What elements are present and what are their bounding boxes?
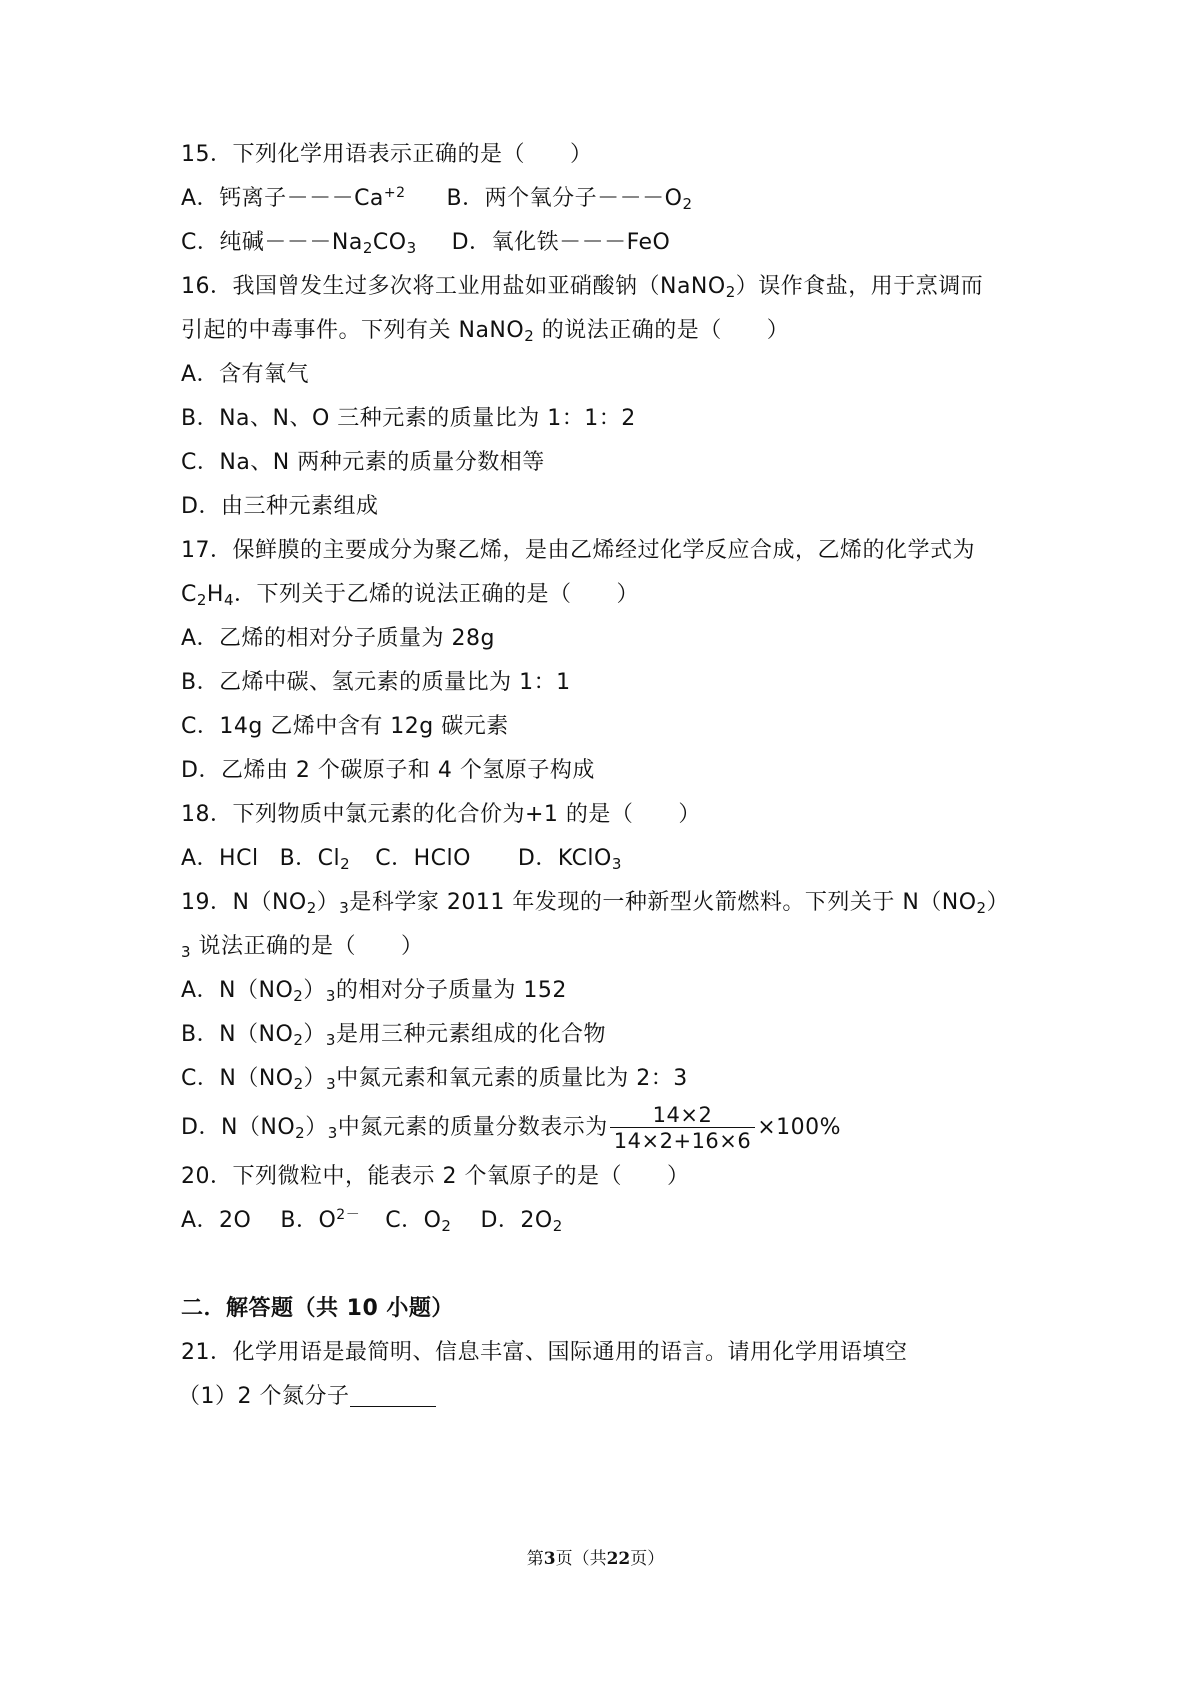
q15-option-d: D．氧化铁－－－FeO	[451, 230, 671, 255]
q20-options	[181, 1206, 563, 1236]
q20-option-b: B．$O^{2-}$	[280, 1207, 361, 1233]
section-heading: 二．解答题（共 10 小题）	[181, 1296, 454, 1321]
q18-option-c: C．HClO	[375, 846, 471, 871]
q15-option-a: A．钙离子$---Ca^{+2}$	[181, 185, 406, 211]
q19-stem-line2: $_3$ 说法正确的是（ ）	[181, 934, 424, 961]
q16-stem-line1: 16．我国曾发生过多次将工业用盐如亚硝酸钠（NaNO$_2$）误作食盐，用于烹调而	[181, 274, 984, 301]
q17-option-d: D．乙烯由 2 个碳原子和 4 个氢原子构成	[181, 758, 595, 783]
q17-option-b: B．乙烯中碳、氢元素的质量比为 1：1	[181, 670, 571, 695]
q20-option-a: A．2O	[181, 1208, 252, 1233]
answer-blank[interactable]	[350, 1384, 436, 1407]
q19-option-b: B．$N(NO_2)_3$是用三种元素组成的化合物	[181, 1022, 606, 1049]
q17-stem-line2: $C_2H_4$．下列关于乙烯的说法正确的是（ ）	[181, 582, 640, 609]
q16-stem-line2: 引起的中毒事件。下列有关 NaNO$_2$ 的说法正确的是（ ）	[181, 318, 790, 345]
q18-option-a: A．HCl	[181, 846, 259, 871]
q16-option-c: C．Na、N 两种元素的质量分数相等	[181, 450, 545, 475]
q15-stem: 15．下列化学用语表示正确的是（ ）	[181, 142, 593, 167]
q18-stem: 18．下列物质中氯元素的化合价为+1 的是（ ）	[181, 802, 701, 827]
q15-options-cd	[181, 228, 670, 258]
q15-option-c: C．纯碱$---Na_2CO_3$	[181, 230, 417, 257]
q17-stem-line1: 17．保鲜膜的主要成分为聚乙烯，是由乙烯经过化学反应合成，乙烯的化学式为	[181, 538, 975, 563]
q19-option-d: D．$N(NO_2)_3$中氮元素的质量分数表示为 $\frac{14\times 2}{14\times 2+16\times 6}$ ×100%	[181, 1102, 842, 1153]
q21-stem: 21．化学用语是最简明、信息丰富、国际通用的语言。请用化学用语填空	[181, 1340, 908, 1365]
q19-option-c: C．$N(NO_2)_3$中氮元素和氧元素的质量比为 2：3	[181, 1066, 688, 1093]
q17-option-a: A．乙烯的相对分子质量为 28g	[181, 626, 496, 651]
q20-stem: 20．下列微粒中，能表示 2 个氧原子的是（ ）	[181, 1164, 690, 1189]
mass-fraction	[610, 1103, 755, 1154]
q16-option-b: B．Na、N、O 三种元素的质量比为 1：1：2	[181, 406, 636, 431]
q19-stem-line1: 19．$N(NO_2)_3$是科学家 2011 年发现的一种新型火箭燃料。下列关于 $N(NO_2)$	[181, 890, 1010, 917]
q15-options-ab	[181, 184, 693, 214]
q21-item-1: （1）2 个氮分子	[178, 1382, 436, 1412]
fraction-numerator: 14×2	[610, 1103, 755, 1128]
q19-option-a: A．$N(NO_2)_3$的相对分子质量为 152	[181, 978, 567, 1005]
q20-option-c: C．$O_2$	[385, 1208, 452, 1235]
q18-option-b: B．$Cl_2$	[279, 846, 351, 873]
q15-option-b: B．两个氧分子$---O_2$	[446, 186, 693, 213]
q18-option-d: D．KClO$_3$	[517, 846, 622, 873]
fraction-denominator: 14×2+16×6	[613, 1128, 752, 1153]
page-footer: 第3页（共22页）	[526, 1549, 665, 1569]
q20-option-d: D．$2O_2$	[480, 1208, 563, 1235]
q18-options	[181, 844, 622, 874]
q16-option-a: A．含有氧气	[181, 362, 310, 387]
q17-option-c: C．14g 乙烯中含有 12g 碳元素	[181, 714, 509, 739]
q16-option-d: D．由三种元素组成	[181, 494, 379, 519]
